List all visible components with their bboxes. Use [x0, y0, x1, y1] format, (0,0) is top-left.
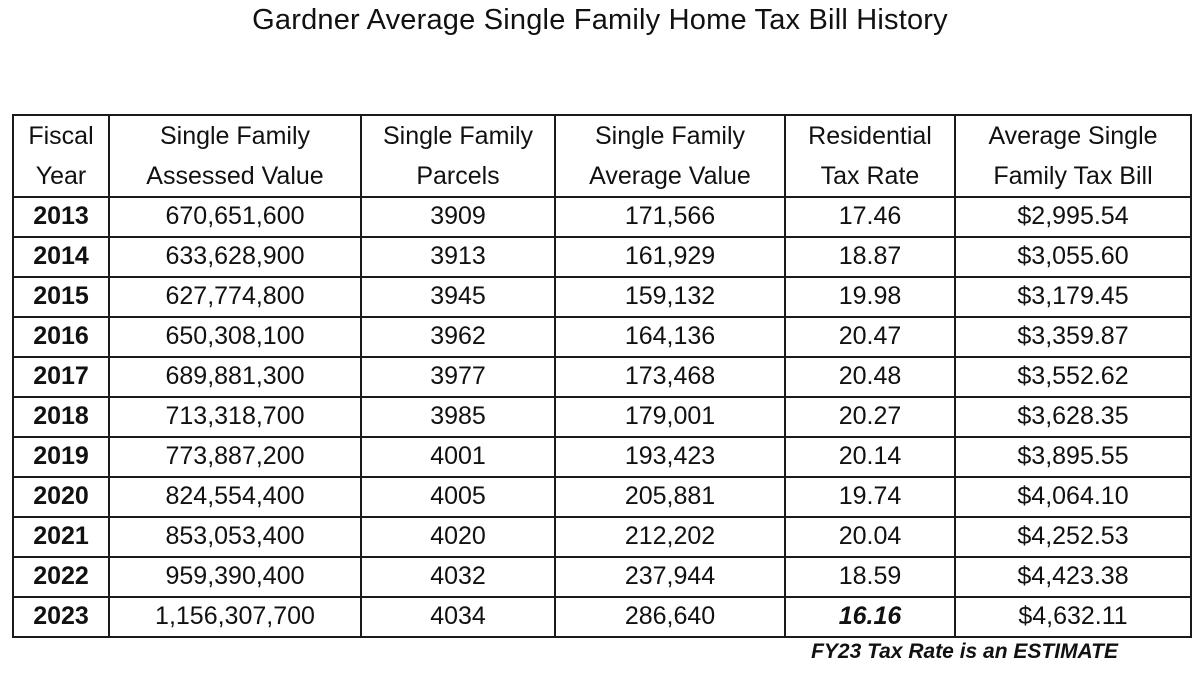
cell-tax-rate: 19.74: [785, 477, 955, 517]
cell-average-value: 179,001: [555, 397, 785, 437]
header-line: Fiscal: [28, 122, 94, 150]
header-line: Tax Rate: [820, 162, 920, 190]
header-assessed-value: [109, 115, 361, 197]
cell-fiscal-year: 2017: [13, 357, 109, 397]
cell-average-value: 286,640: [555, 597, 785, 637]
table-row: [13, 317, 1191, 357]
cell-tax-rate: 17.46: [785, 197, 955, 237]
header-line: Average Value: [589, 162, 751, 190]
cell-fiscal-year: 2020: [13, 477, 109, 517]
cell-average-tax-bill: $4,423.38: [955, 557, 1191, 597]
table-row: [13, 237, 1191, 277]
cell-average-tax-bill: $3,628.35: [955, 397, 1191, 437]
cell-average-value: 173,468: [555, 357, 785, 397]
cell-fiscal-year: 2016: [13, 317, 109, 357]
cell-tax-rate-estimate: 16.16: [785, 597, 955, 637]
cell-fiscal-year: 2023: [13, 597, 109, 637]
cell-average-value: 212,202: [555, 517, 785, 557]
cell-average-tax-bill: $4,252.53: [955, 517, 1191, 557]
cell-fiscal-year: 2013: [13, 197, 109, 237]
estimate-footnote: FY23 Tax Rate is an ESTIMATE: [811, 640, 1118, 663]
cell-fiscal-year: 2018: [13, 397, 109, 437]
cell-average-tax-bill: $3,552.62: [955, 357, 1191, 397]
header-line: Assessed Value: [146, 162, 324, 190]
cell-parcels: 3985: [361, 397, 555, 437]
header-row: [13, 115, 1191, 197]
cell-fiscal-year: 2014: [13, 237, 109, 277]
cell-average-tax-bill: $4,064.10: [955, 477, 1191, 517]
cell-assessed-value: 670,651,600: [109, 197, 361, 237]
cell-tax-rate: 20.48: [785, 357, 955, 397]
cell-assessed-value: 713,318,700: [109, 397, 361, 437]
cell-assessed-value: 773,887,200: [109, 437, 361, 477]
table-row: [13, 477, 1191, 517]
header-line: Average Single: [988, 122, 1158, 150]
cell-assessed-value: 1,156,307,700: [109, 597, 361, 637]
cell-parcels: 3977: [361, 357, 555, 397]
page-title: Gardner Average Single Family Home Tax Bill History: [252, 4, 948, 36]
table-row: [13, 597, 1191, 637]
cell-average-value: 159,132: [555, 277, 785, 317]
header-line: Single Family: [382, 122, 534, 150]
header-line: Family Tax Bill: [993, 162, 1153, 190]
header-tax-rate: [785, 115, 955, 197]
cell-parcels: 4001: [361, 437, 555, 477]
cell-parcels: 3913: [361, 237, 555, 277]
cell-fiscal-year: 2021: [13, 517, 109, 557]
cell-tax-rate: 18.59: [785, 557, 955, 597]
cell-parcels: 4020: [361, 517, 555, 557]
table-header: [13, 115, 1191, 197]
cell-average-tax-bill: $4,632.11: [955, 597, 1191, 637]
table-row: [13, 517, 1191, 557]
header-line: Single Family: [594, 122, 746, 150]
table-row: [13, 437, 1191, 477]
cell-tax-rate: 20.27: [785, 397, 955, 437]
cell-assessed-value: 627,774,800: [109, 277, 361, 317]
cell-average-value: 205,881: [555, 477, 785, 517]
header-average-value: [555, 115, 785, 197]
cell-average-value: 193,423: [555, 437, 785, 477]
table-row: [13, 557, 1191, 597]
cell-tax-rate: 19.98: [785, 277, 955, 317]
header-parcels: [361, 115, 555, 197]
table-row: [13, 397, 1191, 437]
cell-assessed-value: 650,308,100: [109, 317, 361, 357]
cell-average-value: 171,566: [555, 197, 785, 237]
cell-average-value: 164,136: [555, 317, 785, 357]
cell-tax-rate: 18.87: [785, 237, 955, 277]
cell-parcels: 4005: [361, 477, 555, 517]
cell-assessed-value: 853,053,400: [109, 517, 361, 557]
cell-average-tax-bill: $3,055.60: [955, 237, 1191, 277]
cell-parcels: 4034: [361, 597, 555, 637]
cell-average-tax-bill: $2,995.54: [955, 197, 1191, 237]
cell-fiscal-year: 2019: [13, 437, 109, 477]
header-line: Single Family: [159, 122, 311, 150]
cell-average-value: 237,944: [555, 557, 785, 597]
cell-tax-rate: 20.14: [785, 437, 955, 477]
cell-average-value: 161,929: [555, 237, 785, 277]
table-row: [13, 197, 1191, 237]
header-line: Year: [35, 162, 87, 190]
cell-fiscal-year: 2015: [13, 277, 109, 317]
cell-average-tax-bill: $3,359.87: [955, 317, 1191, 357]
cell-average-tax-bill: $3,895.55: [955, 437, 1191, 477]
header-line: Residential: [808, 122, 932, 150]
table-row: [13, 277, 1191, 317]
cell-parcels: 3909: [361, 197, 555, 237]
cell-tax-rate: 20.47: [785, 317, 955, 357]
cell-parcels: 3945: [361, 277, 555, 317]
cell-average-tax-bill: $3,179.45: [955, 277, 1191, 317]
header-fiscal-year: [13, 115, 109, 197]
cell-assessed-value: 633,628,900: [109, 237, 361, 277]
header-average-tax-bill: [955, 115, 1191, 197]
cell-parcels: 3962: [361, 317, 555, 357]
cell-parcels: 4032: [361, 557, 555, 597]
cell-assessed-value: 689,881,300: [109, 357, 361, 397]
table-body: [13, 197, 1191, 637]
cell-tax-rate: 20.04: [785, 517, 955, 557]
cell-assessed-value: 824,554,400: [109, 477, 361, 517]
cell-assessed-value: 959,390,400: [109, 557, 361, 597]
tax-bill-history-table: [12, 114, 1192, 638]
header-line: Parcels: [416, 162, 500, 190]
table-row: [13, 357, 1191, 397]
cell-fiscal-year: 2022: [13, 557, 109, 597]
